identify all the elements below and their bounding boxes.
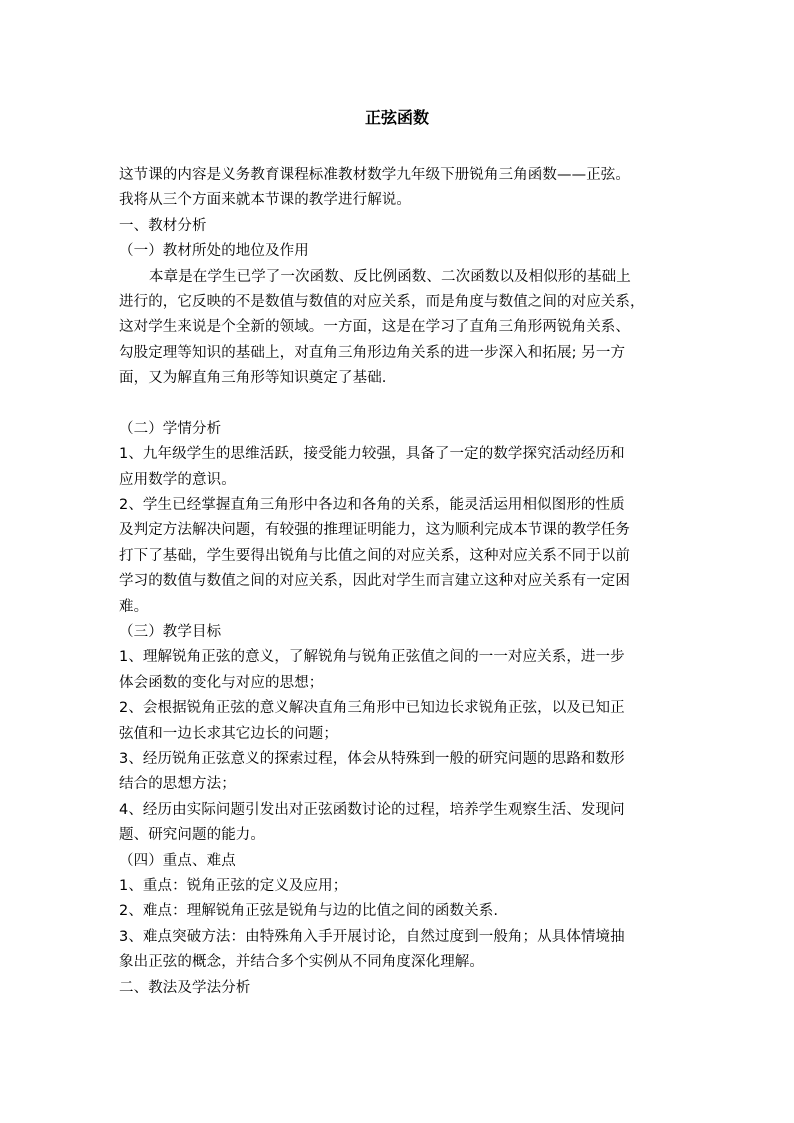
paragraph-line: 及判定方法解决问题，有较强的推理证明能力，这为顺利完成本节课的教学任务 (119, 522, 630, 539)
subsection-heading: （一）教材所处的地位及作用 (119, 243, 309, 260)
blank-line (119, 392, 679, 417)
paragraph-line: 象出正弦的概念，并结合多个实例从不同角度深化理解。 (119, 954, 484, 971)
paragraph-line: 打下了基础，学生要得出锐角与比值之间的对应关系，这种对应关系不同于以前 (119, 547, 630, 564)
paragraph-line: 弦值和一边长求其它边长的问题； (119, 725, 338, 742)
paragraph-line: 这对学生来说是个全新的领域。一方面，这是在学习了直角三角形两锐角关系、 (119, 319, 630, 336)
paragraph-line: 我将从三个方面来就本节课的教学进行解说。 (119, 192, 411, 209)
subsection-heading: （三）教学目标 (119, 624, 222, 641)
section-heading: 二、教法及学法分析 (119, 979, 251, 996)
subsection-heading: （二）学情分析 (119, 420, 222, 437)
paragraph-line: 3、经历锐角正弦意义的探索过程，体会从特殊到一般的研究问题的思路和数形 (119, 750, 625, 767)
paragraph-line: 4、经历由实际问题引发出对正弦函数讨论的过程，培养学生观察生活、发现问 (119, 801, 625, 818)
paragraph-line: 这节课的内容是义务教育课程标准教材数学九年级下册锐角三角函数——正弦。 (119, 167, 630, 183)
section-heading: 一、教材分析 (119, 217, 207, 234)
paragraph-line: 2、学生已经掌握直角三角形中各边和各角的关系，能灵活运用相似图形的性质 (119, 497, 625, 514)
paragraph-line: 面，又为解直角三角形等知识奠定了基础. (119, 370, 387, 387)
paragraph-line: 难。 (119, 598, 149, 615)
paragraph-line: 进行的，它反映的不是数值与数值的对应关系，而是角度与数值之间的对应关系， (119, 293, 645, 310)
subsection-heading: （四）重点、难点 (119, 852, 236, 869)
paragraph-line: 2、难点：理解锐角正弦是锐角与边的比值之间的函数关系. (119, 903, 499, 920)
document-title: 正弦函数 (364, 108, 429, 127)
paragraph-line: 本章是在学生已学了一次函数、反比例函数、二次函数以及相似形的基础上 (149, 268, 631, 285)
paragraph-line: 体会函数的变化与对应的思想； (119, 674, 324, 691)
paragraph-line: 2、会根据锐角正弦的意义解决直角三角形中已知边长求锐角正弦，以及已知正 (119, 700, 625, 717)
paragraph-line: 题、研究问题的能力。 (119, 827, 265, 844)
document-body (119, 163, 679, 1001)
paragraph-line: 1、九年级学生的思维活跃，接受能力较强，具备了一定的数学探究活动经历和 (119, 446, 625, 463)
paragraph-line: 3、难点突破方法：由特殊角入手开展讨论，自然过度到一般角；从具体情境抽 (119, 928, 625, 945)
paragraph-line: 1、重点：锐角正弦的定义及应用； (119, 877, 348, 894)
paragraph-line: 学习的数值与数值之间的对应关系，因此对学生而言建立这种对应关系有一定困 (119, 573, 630, 590)
paragraph-line: 1、理解锐角正弦的意义，了解锐角与锐角正弦值之间的一一对应关系，进一步 (119, 649, 625, 666)
paragraph-line: 结合的思想方法； (119, 776, 236, 793)
paragraph-line: 应用数学的意识。 (119, 471, 236, 488)
paragraph-line: 勾股定理等知识的基础上，对直角三角形边角关系的进一步深入和拓展; 另一方 (119, 344, 626, 361)
